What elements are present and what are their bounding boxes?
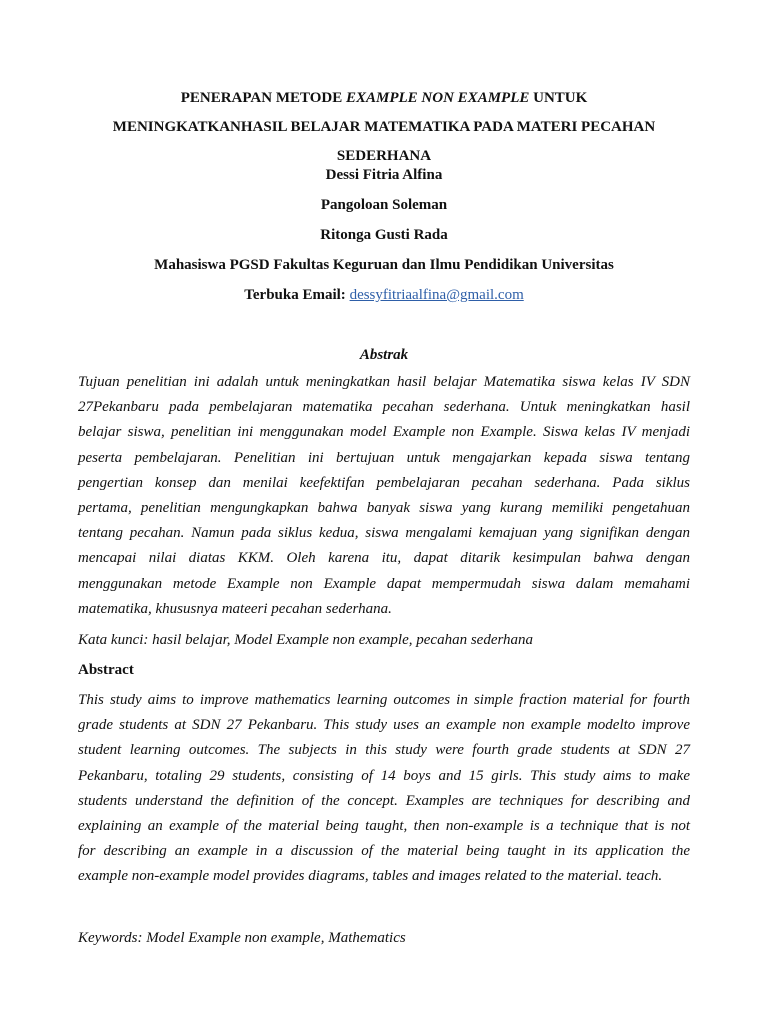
abstract-line: explaining an example of the material being taught, then non-example is a technique that is not — [78, 818, 690, 835]
abstrak-line: tentang pecahan. Namun pada siklus kedua, siswa mengalami kemajuan yang signifikan dengan — [78, 525, 690, 542]
abstrak-line: pengertian konsep dan menilai keefektifan pembelajaran pecahan sederhana. Pada siklus — [78, 474, 690, 491]
abstract-line: for describing an example in a discussion of the material being taught in its application the — [78, 843, 690, 860]
abstract-line: student learning outcomes. The subjects in this study were fourth grade students at SDN 27 — [78, 742, 690, 759]
author-2: Pangoloan Soleman — [320, 197, 448, 213]
abstrak-heading: Abstrak — [359, 347, 409, 363]
abstract-line: students understand the definition of the concept. Examples are techniques for describing and — [78, 792, 690, 809]
abstrak-line: pertama, penelitian mengungkapkan bahwa banyak siswa yang kurang memiliki pengetahuan — [78, 500, 690, 517]
paper-title — [78, 84, 690, 171]
abstrak-line: peserta pembelajaran. Penelitian ini bertujuan untuk mengajarkan kepada siswa tentang — [78, 449, 690, 466]
title-line-3: SEDERHANA — [336, 148, 432, 164]
abstrak-body — [78, 370, 690, 622]
abstract-line: Pekanbaru, totaling 29 students, consisting of 14 boys and 15 girls. This study aims to make — [78, 767, 690, 784]
abstrak-line: 27Pekanbaru pada pembelajaran matematika pecahan sederhana. Untuk meningkatkan hasil — [78, 399, 690, 416]
author-1: Dessi Fitria Alfina — [325, 167, 443, 183]
abstract-line: grade students at SDN 27 Pekanbaru. This study uses an example non example modelto improve — [78, 717, 690, 734]
abstrak-line: matematika, khususnya mateeri pecahan sederhana. — [78, 600, 392, 617]
kata-kunci: Kata kunci: hasil belajar, Model Example non example, pecahan sederhana — [78, 632, 534, 648]
abstrak-line: menggunakan metode Example non Example dapat mempermudah siswa dalam memahami — [78, 575, 690, 592]
abstract-body — [78, 688, 690, 890]
abstract-line: example non-example model provides diagrams, tables and images related to the material. teach. — [78, 868, 663, 885]
author-3: Ritonga Gusti Rada — [320, 227, 448, 243]
abstract-heading: Abstract — [78, 662, 134, 678]
abstrak-line: Tujuan penelitian ini adalah untuk meningkatkan hasil belajar Matematika siswa kelas IV SDN — [78, 374, 690, 390]
title-line-1: PENERAPAN METODE EXAMPLE NON EXAMPLE UNTUK — [180, 90, 588, 106]
keywords: Keywords: Model Example non example, Mathematics — [78, 930, 406, 946]
email-link[interactable]: dessyfitriaalfina@gmail.com — [349, 287, 524, 303]
email-label: Terbuka Email: — [244, 287, 346, 303]
title-method-name: EXAMPLE NON EXAMPLE — [346, 90, 530, 106]
abstract-line: This study aims to improve mathematics learning outcomes in simple fraction material for fourth — [78, 692, 690, 708]
affiliation: Mahasiswa PGSD Fakultas Keguruan dan Ilmu Pendidikan Universitas — [154, 257, 614, 273]
abstrak-line: belajar siswa, penelitian ini menggunakan model Example non Example. Siswa kelas IV menjadi — [78, 424, 690, 441]
email-line — [78, 285, 690, 305]
abstrak-line: mencapai nilai diatas KKM. Oleh karena itu, dapat ditarik kesimpulan bahwa dengan — [78, 550, 690, 567]
title-line-2: MENINGKATKANHASIL BELAJAR MATEMATIKA PADA MATERI PECAHAN — [112, 119, 656, 135]
